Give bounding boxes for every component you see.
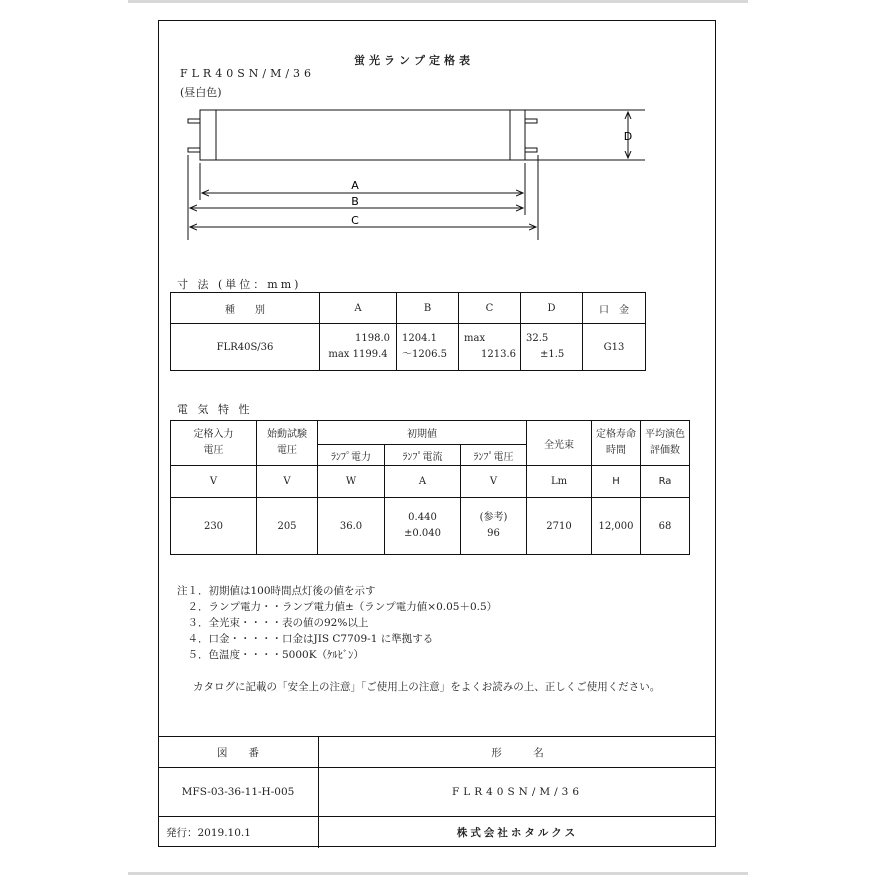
header-rated-voltage: 定格入力 電圧 [171, 421, 257, 466]
rated-voltage-value: 230 [171, 498, 257, 555]
b-cell: 1204.1 ～1206.5 [397, 324, 459, 371]
header-type: 種 別 [171, 293, 320, 324]
dimension-b-label: B [351, 195, 359, 208]
title-block [158, 736, 716, 848]
dimension-c-label: C [351, 214, 359, 227]
document-title: 蛍光ランプ定格表 [354, 54, 474, 67]
model-name: FLR40SN/M/36 [180, 67, 316, 80]
header-start-voltage: 始動試験 電圧 [257, 421, 318, 466]
header-lamp-current: ﾗﾝﾌﾟ電流 [385, 445, 461, 466]
life-value: 12,000 [592, 498, 641, 555]
lamp-current-value: 0.440 ±0.040 [385, 498, 461, 555]
table-row [171, 324, 646, 371]
unit-cell: V [257, 466, 318, 498]
d-cell: 32.5 ±1.5 [521, 324, 583, 371]
type-cell: FLR40S/36 [171, 324, 320, 371]
header-initial: 初期値 [318, 421, 527, 445]
dimension-a-label: A [351, 179, 359, 192]
header-life: 定格寿命 時間 [592, 421, 641, 466]
electrical-heading: 電 気 特 性 [177, 403, 253, 416]
footer-model: FLR40SN/M/36 [319, 768, 717, 817]
dimension-d-label: D [623, 130, 633, 143]
table-header-row [171, 293, 646, 324]
note-1: 注１．初期値は100時間点灯後の値を示す [177, 585, 376, 597]
unit-cell: V [461, 466, 527, 498]
header-d: D [521, 293, 583, 324]
company-name: 株式会社ホタルクス [319, 817, 717, 848]
header-lamp-voltage: ﾗﾝﾌﾟ電圧 [461, 445, 527, 466]
unit-cell: A [385, 466, 461, 498]
unit-cell: V [171, 466, 257, 498]
unit-cell: W [318, 466, 385, 498]
note-2: ２．ランプ電力・・ランプ電力値±（ランプ電力値×0.05＋0.5） [177, 601, 498, 613]
cri-value: 68 [641, 498, 690, 555]
header-a: A [320, 293, 397, 324]
drawing-no: MFS-03-36-11-H-005 [158, 768, 319, 817]
header-lamp-power: ﾗﾝﾌﾟ電力 [318, 445, 385, 466]
lamp-power-value: 36.0 [318, 498, 385, 555]
color-name: (昼白色) [180, 86, 222, 99]
flux-value: 2710 [527, 498, 592, 555]
values-row [171, 498, 690, 555]
unit-cell: Ra [641, 466, 690, 498]
start-voltage-value: 205 [257, 498, 318, 555]
unit-cell: Lm [527, 466, 592, 498]
drawing-no-label: 図 番 [158, 737, 319, 768]
header-cap: 口 金 [583, 293, 646, 324]
electrical-table [170, 420, 690, 555]
dimensions-table [170, 292, 646, 371]
issue-date: 発行：2019.10.1 [158, 817, 319, 848]
header-b: B [397, 293, 459, 324]
note-3: ３．全光束・・・・表の値の92%以上 [177, 617, 369, 629]
header-flux: 全光束 [527, 421, 592, 466]
lamp-voltage-value: (参考) 96 [461, 498, 527, 555]
c-cell: max 1213.6 [459, 324, 521, 371]
units-row [171, 466, 690, 498]
cap-cell: G13 [583, 324, 646, 371]
notes [177, 583, 497, 663]
header-cri: 平均演色 評価数 [641, 421, 690, 466]
note-5: ５．色温度・・・・5000K（ｹﾙﾋﾞﾝ） [177, 649, 364, 661]
header-c: C [459, 293, 521, 324]
unit-cell: H [592, 466, 641, 498]
caution-text: カタログに記載の「安全上の注意」「ご使用上の注意」をよくお読みの上、正しくご使用ください。 [193, 681, 661, 693]
a-cell: 1198.0 max 1199.4 [320, 324, 397, 371]
model-label: 形 名 [319, 737, 717, 768]
note-4: ４．口金・・・・・口金はJIS C7709-1 に準拠する [177, 633, 434, 645]
lamp-diagram [0, 0, 875, 260]
dimensions-heading: 寸 法 (単位：mm) [177, 278, 302, 291]
